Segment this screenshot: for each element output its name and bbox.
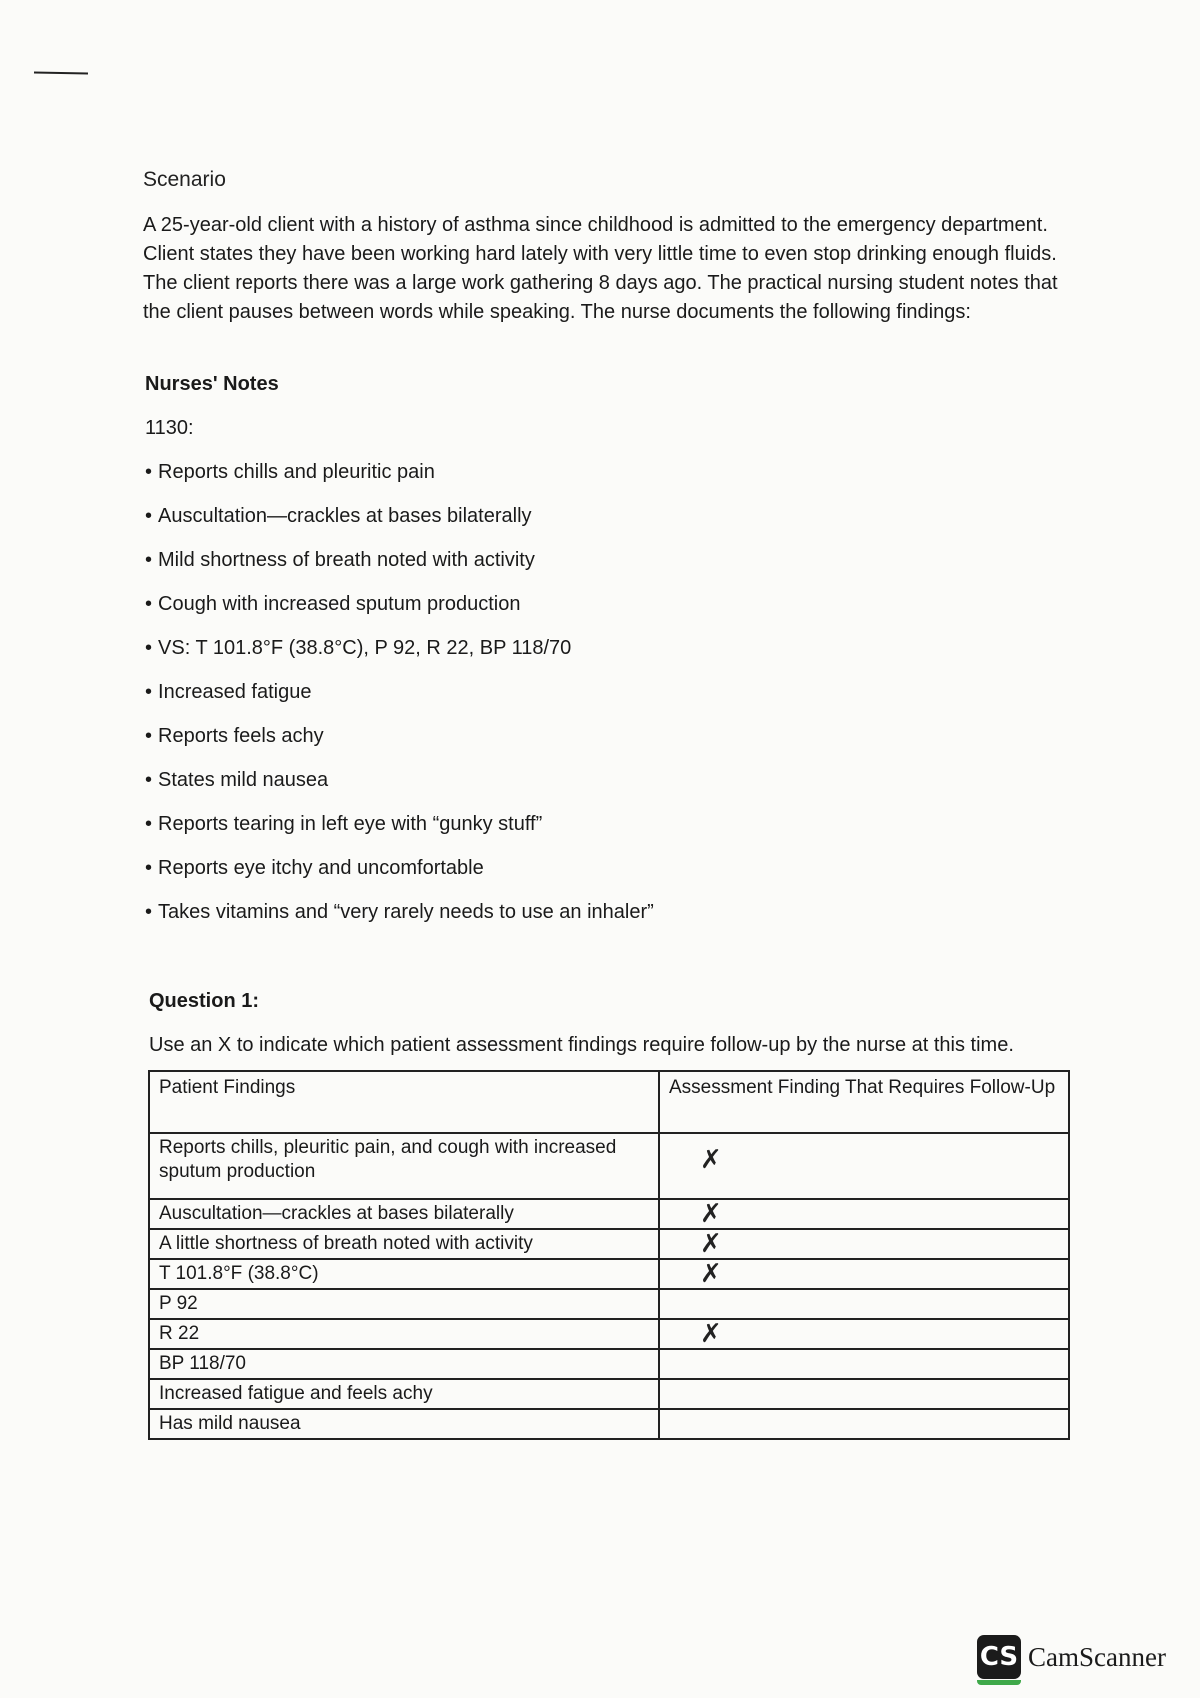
nurses-notes-heading: Nurses' Notes	[145, 373, 279, 395]
table-row	[149, 1289, 1069, 1319]
camscanner-logo-icon: CS	[977, 1635, 1021, 1679]
follow-up-mark-cell[interactable]: ✗	[659, 1199, 1069, 1229]
camscanner-logo-text: CamScanner	[1028, 1641, 1166, 1672]
note-item: • Cough with increased sputum production	[145, 592, 654, 636]
note-item: • Reports chills and pleuritic pain	[145, 460, 654, 504]
follow-up-mark-cell[interactable]: ✗	[659, 1319, 1069, 1349]
finding-cell: Increased fatigue and feels achy	[149, 1379, 659, 1409]
question-prompt: Use an X to indicate which patient assessment findings require follow-up by the nurse at this time.	[149, 1034, 1014, 1056]
table-row	[149, 1379, 1069, 1409]
table-row	[149, 1133, 1069, 1199]
note-item: • Reports eye itchy and uncomfortable	[145, 856, 654, 900]
finding-cell: A little shortness of breath noted with activity	[149, 1229, 659, 1259]
table-row	[149, 1259, 1069, 1289]
scenario-text: A 25-year-old client with a history of asthma since childhood is admitted to the emergency department. Client states they have been working hard lately with very little time to even stop drinking enough fluids. The client reports there was a large work gathering 8 days ago. The practical nursing student notes that the client pauses between words while speaking. The nurse documents the following findings:	[143, 214, 1058, 323]
finding-cell: P 92	[149, 1289, 659, 1319]
finding-cell: Has mild nausea	[149, 1409, 659, 1439]
scenario-heading: Scenario	[143, 168, 226, 191]
note-item: • Auscultation—crackles at bases bilaterally	[145, 504, 654, 548]
follow-up-mark-cell[interactable]	[659, 1379, 1069, 1409]
follow-up-mark-cell[interactable]: ✗	[659, 1133, 1069, 1199]
follow-up-mark-cell[interactable]	[659, 1409, 1069, 1439]
header-patient-findings: Patient Findings	[149, 1071, 659, 1133]
finding-cell: Auscultation—crackles at bases bilaterally	[149, 1199, 659, 1229]
follow-up-mark-cell[interactable]	[659, 1289, 1069, 1319]
table-header-row	[149, 1071, 1069, 1133]
table-row	[149, 1229, 1069, 1259]
finding-cell: R 22	[149, 1319, 659, 1349]
note-item: • VS: T 101.8°F (38.8°C), P 92, R 22, BP 118/70	[145, 636, 654, 680]
notes-time: 1130:	[145, 417, 194, 439]
header-follow-up: Assessment Finding That Requires Follow-Up	[659, 1071, 1069, 1133]
finding-cell: T 101.8°F (38.8°C)	[149, 1259, 659, 1289]
note-item: • Reports tearing in left eye with “gunky stuff”	[145, 812, 654, 856]
follow-up-mark-cell[interactable]: ✗	[659, 1229, 1069, 1259]
finding-cell: BP 118/70	[149, 1349, 659, 1379]
nurses-notes-list	[145, 460, 654, 944]
table-row	[149, 1199, 1069, 1229]
note-item: • States mild nausea	[145, 768, 654, 812]
findings-table	[148, 1070, 1070, 1440]
note-item: • Mild shortness of breath noted with activity	[145, 548, 654, 592]
note-item: • Takes vitamins and “very rarely needs to use an inhaler”	[145, 900, 654, 944]
table-row	[149, 1409, 1069, 1439]
finding-cell: Reports chills, pleuritic pain, and cough with increased sputum production	[149, 1133, 659, 1199]
note-item: • Increased fatigue	[145, 680, 654, 724]
corner-pen-mark	[34, 72, 88, 75]
follow-up-mark-cell[interactable]: ✗	[659, 1259, 1069, 1289]
question-heading: Question 1:	[149, 990, 260, 1012]
camscanner-watermark	[977, 1635, 1166, 1679]
follow-up-mark-cell[interactable]	[659, 1349, 1069, 1379]
table-row	[149, 1349, 1069, 1379]
note-item: • Reports feels achy	[145, 724, 654, 768]
table-row	[149, 1319, 1069, 1349]
